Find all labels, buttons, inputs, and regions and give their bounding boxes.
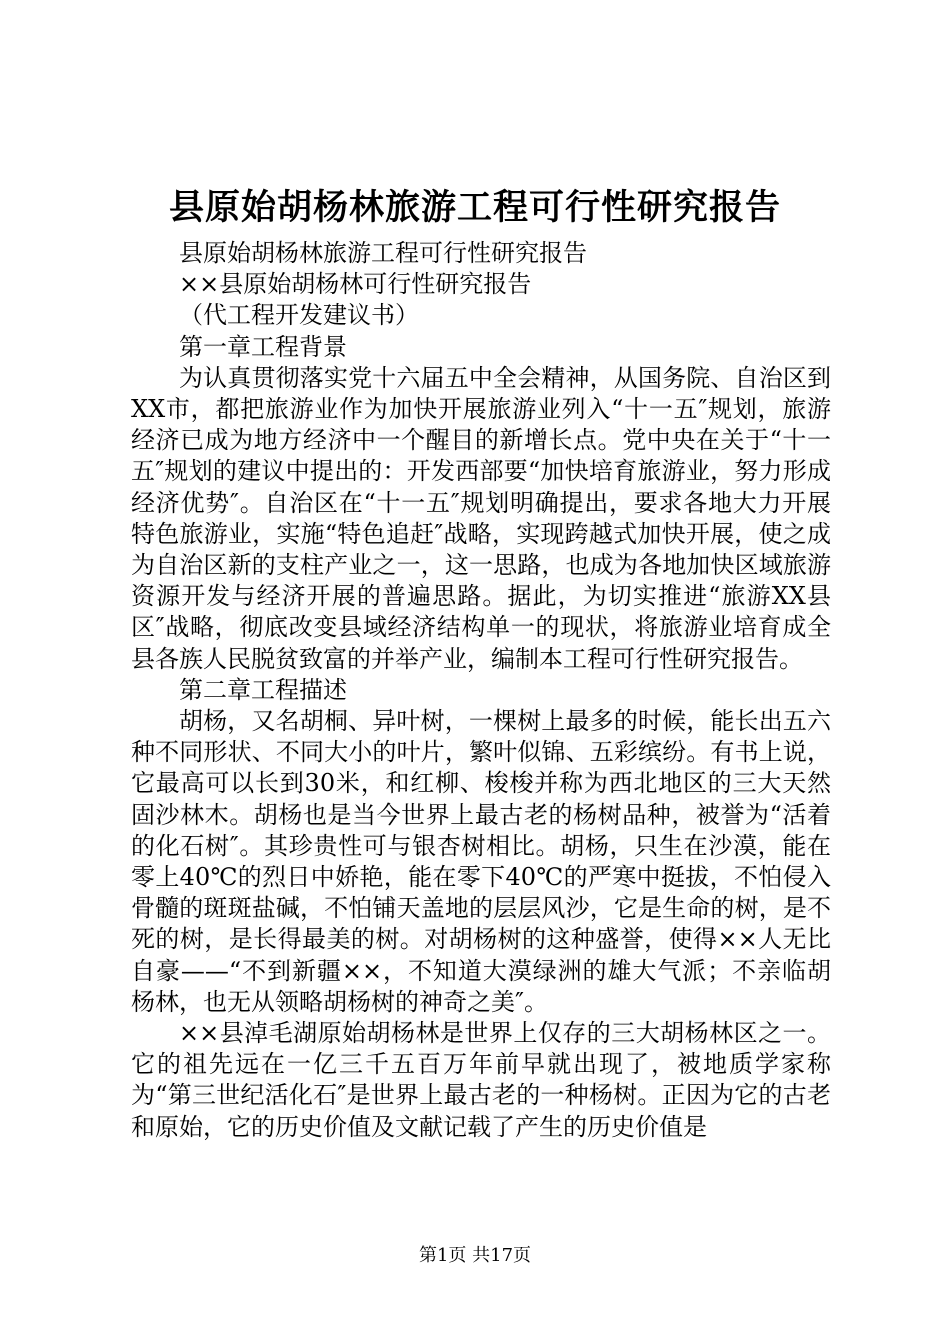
document-body: [131, 238, 831, 1143]
paragraph-subtitle: 县原始胡杨林旅游工程可行性研究报告: [179, 239, 587, 267]
page-footer: 第1页 共17页: [418, 1245, 532, 1266]
chapter-1-heading: 第一章工程背景: [179, 332, 347, 361]
paragraph-proposal-note: （代工程开发建议书）: [179, 301, 419, 330]
paragraph-populus-description: 胡杨，又名胡桐、异叶树，一棵树上最多的时候，能长出五六种不同形状、不同大小的叶片，繁叶似锦、五彩缤纷。有书上说，它最高可以长到30米，和红柳、梭梭并称为西北地区的三大天然固沙林木。胡杨也是当今世界上最古老的杨树品种，被誉为“活着的化石树″。其珍贵性可与银杏树相比。胡杨，只生在沙漠，能在零上40℃的烈日中娇艳，能在零下40℃的严寒中挺拔，不怕侵入骨髓的斑斑盐碱，不怕铺天盖地的层层风沙，它是生命的树，是不死的树，是长得最美的树。对胡杨树的这种盛誉，使得××人无比自豪——“不到新疆××，不知道大漠绿洲的雄大气派；不亲临胡杨林，也无从领略胡杨树的神奇之美″。: [131, 707, 831, 1016]
paragraph-background: 为认真贯彻落实党十六届五中全会精神，从国务院、自治区到XX市，都把旅游业作为加快开展旅游业列入“十一五″规划，旅游经济已成为地方经济中一个醒目的新增长点。党中央在关于“十一五″规划的建议中提出的：开发西部要“加快培育旅游业，努力形成经济优势″。自治区在“十一五″规划明确提出，要求各地大力开展特色旅游业，实施“特色追赶″战略，实现跨越式加快开展，使之成为自治区新的支柱产业之一，这一思路，也成为各地加快区域旅游资源开发与经济开展的普遍思路。据此，为切实推进“旅游XX县区″战略，彻底改变县域经济结构单一的现状，将旅游业培育成全县各族人民脱贫致富的并举产业，编制本工程可行性研究报告。: [131, 363, 831, 673]
paragraph-report-name: ××县原始胡杨林可行性研究报告: [179, 270, 532, 299]
document-title: 县原始胡杨林旅游工程可行性研究报告: [168, 187, 781, 228]
paragraph-forest-history: ××县淖毛湖原始胡杨林是世界上仅存的三大胡杨林区之一。它的祖先远在一亿三千五百万年前早就出现了，被地质学家称为“第三世纪活化石″是世界上最古老的一种杨树。正因为它的古老和原始，它的历史价值及文献记载了产生的历史价值是: [131, 1019, 831, 1141]
chapter-2-heading: 第二章工程描述: [179, 675, 347, 704]
